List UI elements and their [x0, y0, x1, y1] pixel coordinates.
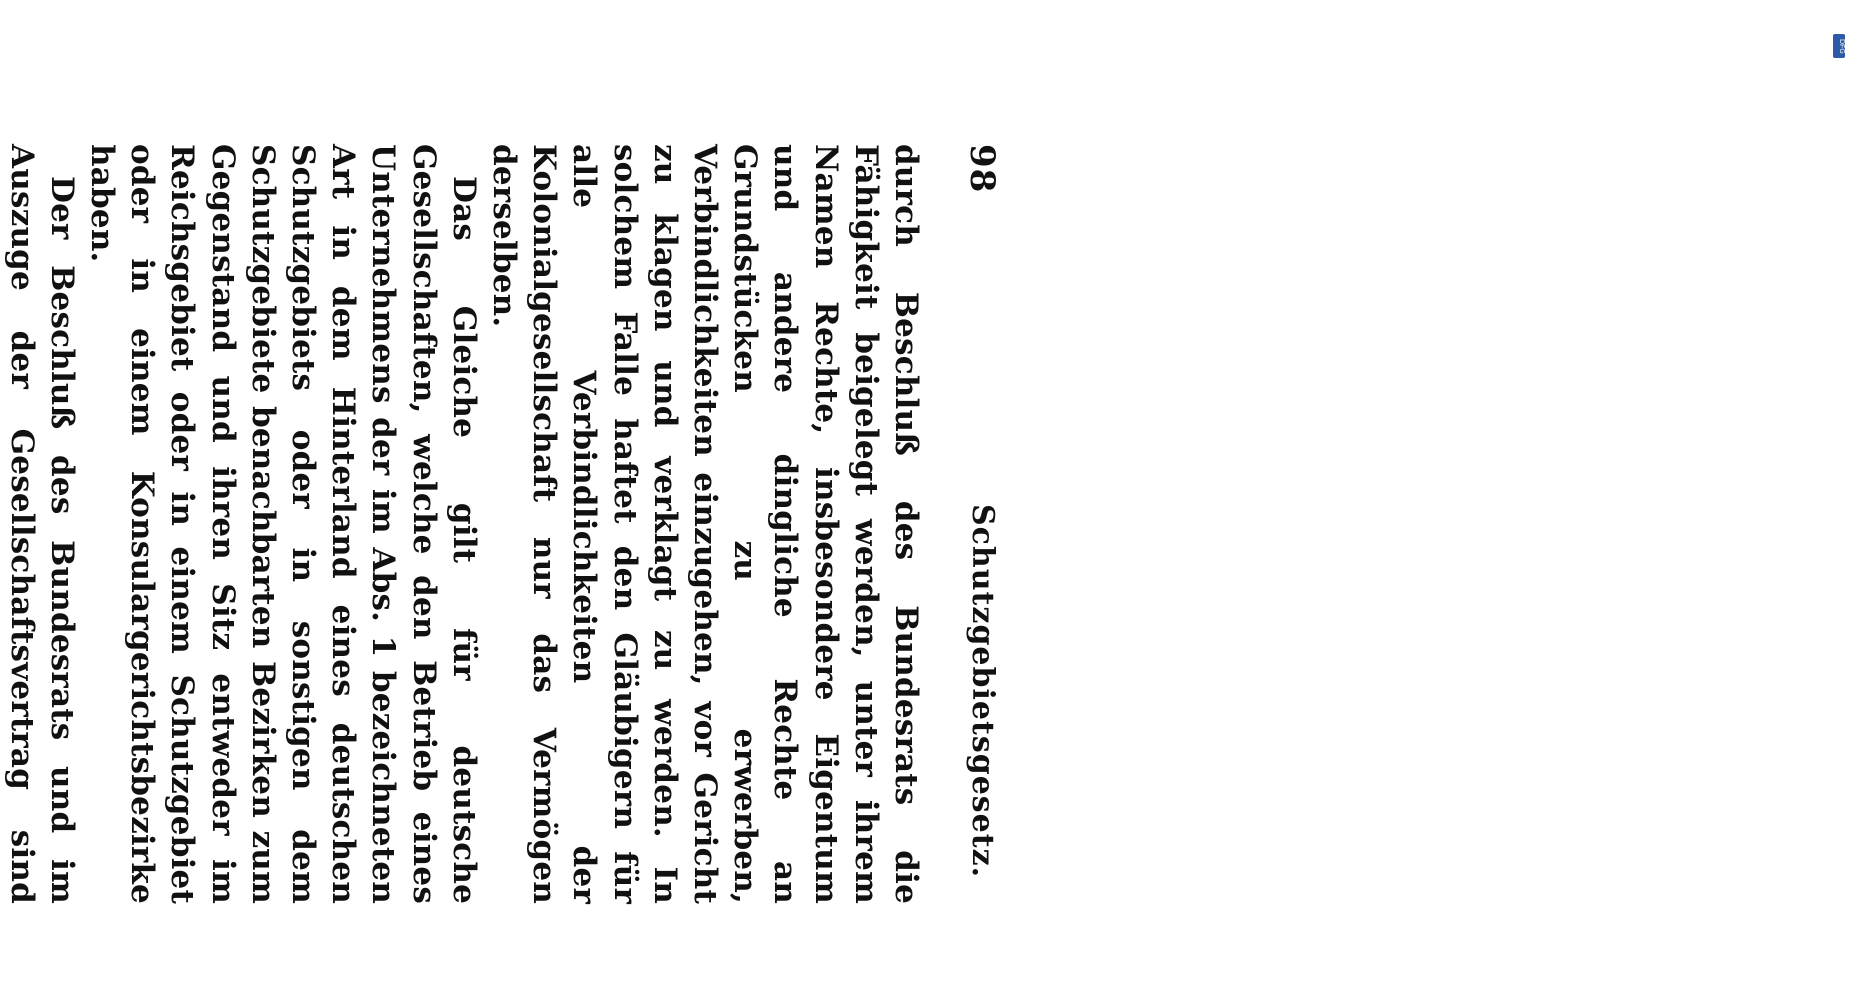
paragraph-intro: durch Beschluß des Bundesrats die Fähigkeit beigelegt werden, unter ihrem Namen Rechte, insbesondere Eigentum und andere dingliche Rechte an Grundstücken zu erwerben, Verbindlichkeiten einzugehen, vor Gericht zu klagen und verklagt zu werden. In solchem Falle haftet den Gläubigern für alle Verbindlichkeiten der Kolonialgesellschaft nur das Vermögen derselben. [485, 144, 924, 904]
paragraph-same-applies: Das Gleiche gilt für deutsche Gesellschaften, welche den Betrieb eines Unternehmens der im Abs. 1 bezeichneten Art in dem Hinterland eines deutschen Schutzgebiets oder in sonstigen dem Schutzgebiete benachbarten Bezirken zum Gegenstand und ihren Sitz entweder im Reichsgebiet oder in einem Schutzgebiet oder in einem Konsulargerichtsbezirke haben. [83, 144, 482, 904]
page-number: 98 [962, 144, 1002, 194]
page-header [950, 144, 1002, 879]
digitization-credit [1832, 0, 1844, 54]
dfg-logo-icon: DFG [1833, 34, 1845, 58]
running-title: Schutzgebietsgesetz. [965, 504, 1000, 879]
dfg-attribution [1833, 34, 1847, 654]
rotated-book-page [0, 34, 1022, 904]
document-body [0, 144, 926, 904]
paragraph-publication: Der Beschluß des Bundesrats und im Auszuge der Gesellschaftsvertrag sind [3, 144, 80, 904]
